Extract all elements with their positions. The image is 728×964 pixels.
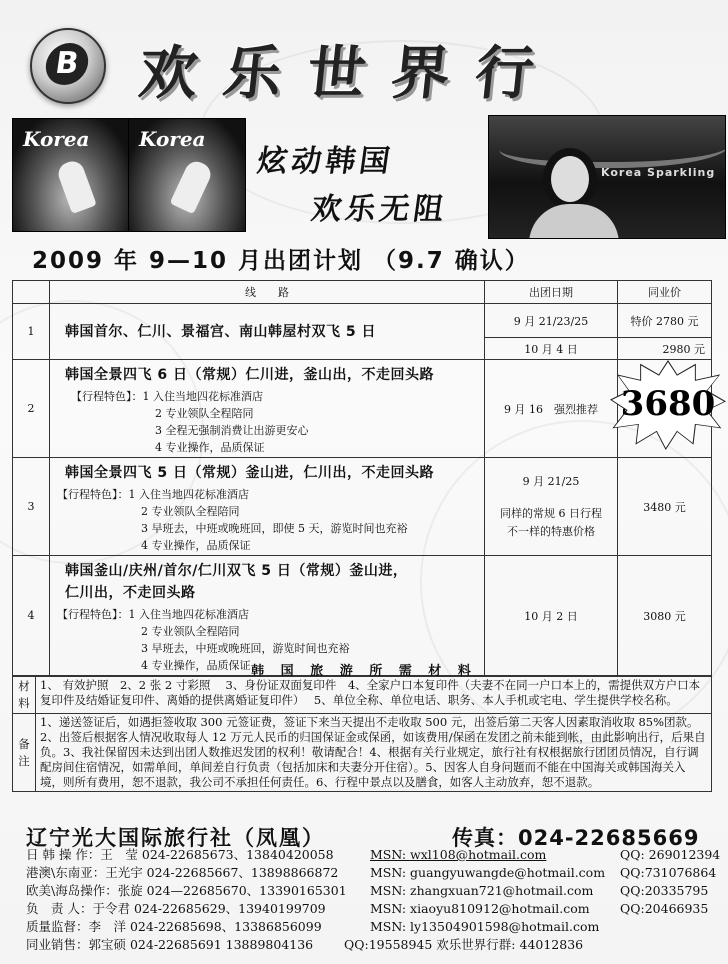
departure-date-cell bbox=[485, 458, 618, 556]
korea-sparkling-photo bbox=[488, 115, 726, 239]
portrait-head bbox=[551, 156, 589, 202]
departure-date: 10 月 2 日 bbox=[485, 556, 618, 676]
materials-label: 材料 bbox=[13, 677, 36, 714]
route-cell bbox=[50, 360, 485, 458]
brand-title: 欢乐世界行 bbox=[135, 39, 564, 107]
route-cell bbox=[50, 556, 485, 676]
feature-item: 3 早班去，中班或晚班回，游览时间也充裕 bbox=[141, 642, 350, 655]
slogan-line-1: 炫动韩国 bbox=[255, 144, 396, 179]
table-row bbox=[13, 304, 712, 338]
featured-price: 3680 bbox=[620, 384, 716, 424]
route-cell bbox=[50, 304, 485, 360]
contact-msn[interactable]: MSN: ly13504901598@hotmail.com bbox=[370, 919, 600, 934]
contact-qq: QQ:20466935 bbox=[620, 901, 709, 916]
tour-plan-table bbox=[12, 280, 712, 676]
contact-msn[interactable]: MSN: xiaoyu810912@hotmail.com bbox=[370, 901, 590, 916]
remarks-text: 1、递送签证后，如遇拒签收取 300 元签证费，签证下来当天提出不走收取 500 元，出签后第二天客人因素取消收取 85%团款。2、出签后根据客人情况收取每人 12 万元人民币的归国保证金或保函，如该费用/保函在发团之前未能到帐，由此影响出行，后果自负。3、我社保留因未达到出团人数推迟发团的权利！敬请配合！4、根据有关行业规定，旅行社有权根据旅行团团员情况，自行调配房间住宿情况，如需单间，单间差自行负责（包括加床和夫妻分开住宿）。5、因客人自身问题而不能在中国海关或韩国海关入境，则所有费用，恕不退款，我公司不承担任何责任。6、行程中景点以及膳食，如客人主动放弃，恕不退款。 bbox=[36, 714, 712, 792]
contact-msn[interactable]: MSN: wxl108@hotmail.com bbox=[370, 847, 547, 862]
route-name: 韩国全景四飞 5 日（常规）釜山进，仁川出，不走回头路 bbox=[65, 465, 434, 481]
departure-date: 9 月 21/23/25 bbox=[485, 304, 618, 338]
photo-caption: Korea Sparkling bbox=[601, 166, 716, 179]
agency-name: 辽宁光大国际旅行社（凤凰） bbox=[26, 825, 325, 850]
route-name: 韩国首尔、仁川、景福宫、南山韩屋村双飞 5 日 bbox=[65, 324, 376, 340]
contact-person: 日 韩 操 作：王 莹 024-22685673、13840420058 bbox=[26, 847, 334, 862]
feature-item: 4 专业操作，品质保证 bbox=[155, 441, 265, 454]
contact-qq: QQ: 269012394 bbox=[620, 847, 721, 862]
contact-msn[interactable]: MSN: zhangxuan721@hotmail.com bbox=[370, 883, 594, 898]
dancer-figure bbox=[55, 158, 97, 214]
contact-person: 质量监督：李 洋 024-22685698、13386856099 bbox=[26, 919, 322, 934]
price: 3480 元 bbox=[618, 458, 712, 556]
fax-number: 传真：024-22685669 bbox=[452, 826, 700, 850]
route-name-cont: 仁川出，不走回头路 bbox=[65, 585, 196, 601]
header-date: 出团日期 bbox=[485, 281, 618, 304]
dancer-figure bbox=[170, 158, 215, 214]
row-number: 4 bbox=[13, 556, 50, 676]
price: 特价 2780 元 bbox=[618, 304, 712, 338]
table-row bbox=[13, 556, 712, 676]
price: 2980 元 bbox=[618, 338, 712, 360]
portrait-body bbox=[529, 204, 619, 239]
logo-letter: B bbox=[43, 43, 91, 85]
agency-logo bbox=[30, 28, 106, 104]
feature-item: 2 专业领队全程陪同 bbox=[141, 505, 240, 518]
feature-item: 【行程特色】：1 入住当地四花标准酒店 bbox=[57, 488, 249, 501]
route-cell bbox=[50, 458, 485, 556]
feature-item: 2 专业领队全程陪同 bbox=[155, 407, 254, 420]
feature-item: 2 专业领队全程陪同 bbox=[141, 625, 240, 638]
feature-list bbox=[71, 388, 483, 456]
feature-item: 4 专业操作，品质保证 bbox=[141, 539, 251, 552]
promo-note: 不一样的特惠价格 bbox=[507, 524, 595, 538]
table-row bbox=[13, 360, 712, 458]
departure-date: 9 月 21/25 bbox=[522, 474, 580, 488]
remarks-row bbox=[13, 714, 712, 792]
palace-roof bbox=[499, 122, 726, 168]
feature-item: 3 早班去，中班或晚班回，即使 5 天，游览时间也充裕 bbox=[141, 522, 408, 535]
promo-note: 同样的常规 6 日行程 bbox=[500, 506, 602, 520]
contact-qq: QQ:731076864 bbox=[620, 865, 717, 880]
table-header-row bbox=[13, 281, 712, 304]
route-name: 韩国全景四飞 6 日（常规）仁川进，釜山出，不走回头路 bbox=[65, 367, 434, 383]
korea-label: Korea bbox=[23, 127, 90, 151]
price: 3080 元 bbox=[618, 556, 712, 676]
contact-msn[interactable]: MSN: guangyuwangde@hotmail.com bbox=[370, 865, 606, 880]
contact-person: 港澳\东南亚：王光宇 024-22685667、13898866872 bbox=[26, 865, 339, 880]
row-number: 3 bbox=[13, 458, 50, 556]
row-number: 1 bbox=[13, 304, 50, 360]
feature-item: 【行程特色】：1 入住当地四花标准酒店 bbox=[71, 390, 263, 403]
row-number: 2 bbox=[13, 360, 50, 458]
feature-list bbox=[57, 486, 483, 554]
slogan-line-2: 欢乐无阻 bbox=[309, 192, 450, 227]
requirements-table bbox=[12, 676, 712, 792]
korea-label: Korea bbox=[139, 127, 206, 151]
header-num bbox=[13, 281, 50, 304]
contact-person: 负 责 人：于令君 024-22685629、13940199709 bbox=[26, 901, 326, 916]
feature-item: 3 全程无强制消费让出游更安心 bbox=[155, 424, 309, 437]
plan-title: 2009 年 9—10 月出团计划 （9.7 确认） bbox=[32, 248, 530, 274]
korea-poster-image-1 bbox=[12, 118, 130, 232]
contact-qq: QQ:20335795 bbox=[620, 883, 709, 898]
contact-person: 同业销售：郭宝硕 024-22685691 13889804136 bbox=[26, 937, 314, 952]
route-name: 韩国釜山/庆州/首尔/仁川双飞 5 日（常规）釜山进， bbox=[65, 563, 408, 579]
header-price: 同业价 bbox=[618, 281, 712, 304]
korea-poster-image-2 bbox=[128, 118, 246, 232]
materials-text: 1、 有效护照 2、2 张 2 寸彩照 3、身份证双面复印件 4、全家户口本复印件（夫妻不在同一户口本上的，需提供双方户口本复印件及结婚证复印件、离婚的提供离婚证复印件） 5、单位全称、单位电话、职务、本人手机或宅电、学生提供学校名称。 bbox=[36, 677, 712, 714]
remarks-label: 备注 bbox=[13, 714, 36, 792]
feature-item: 【行程特色】：1 入住当地四花标准酒店 bbox=[57, 608, 249, 621]
requirements-title: 韩 国 旅 游 所 需 材 料 bbox=[251, 664, 477, 679]
header-route: 线 路 bbox=[50, 281, 485, 304]
feature-item: 4 专业操作，品质保证 bbox=[141, 659, 251, 672]
contact-qq-group: QQ:19558945 欢乐世界行群: 44012836 bbox=[344, 937, 584, 952]
departure-date: 10 月 4 日 bbox=[485, 338, 618, 360]
contact-person: 欧美\海岛操作：张旋 024—22685670、13390165301 bbox=[26, 883, 347, 898]
table-row bbox=[13, 458, 712, 556]
departure-date: 9 月 16 强烈推荐 bbox=[485, 360, 618, 458]
materials-row bbox=[13, 677, 712, 714]
